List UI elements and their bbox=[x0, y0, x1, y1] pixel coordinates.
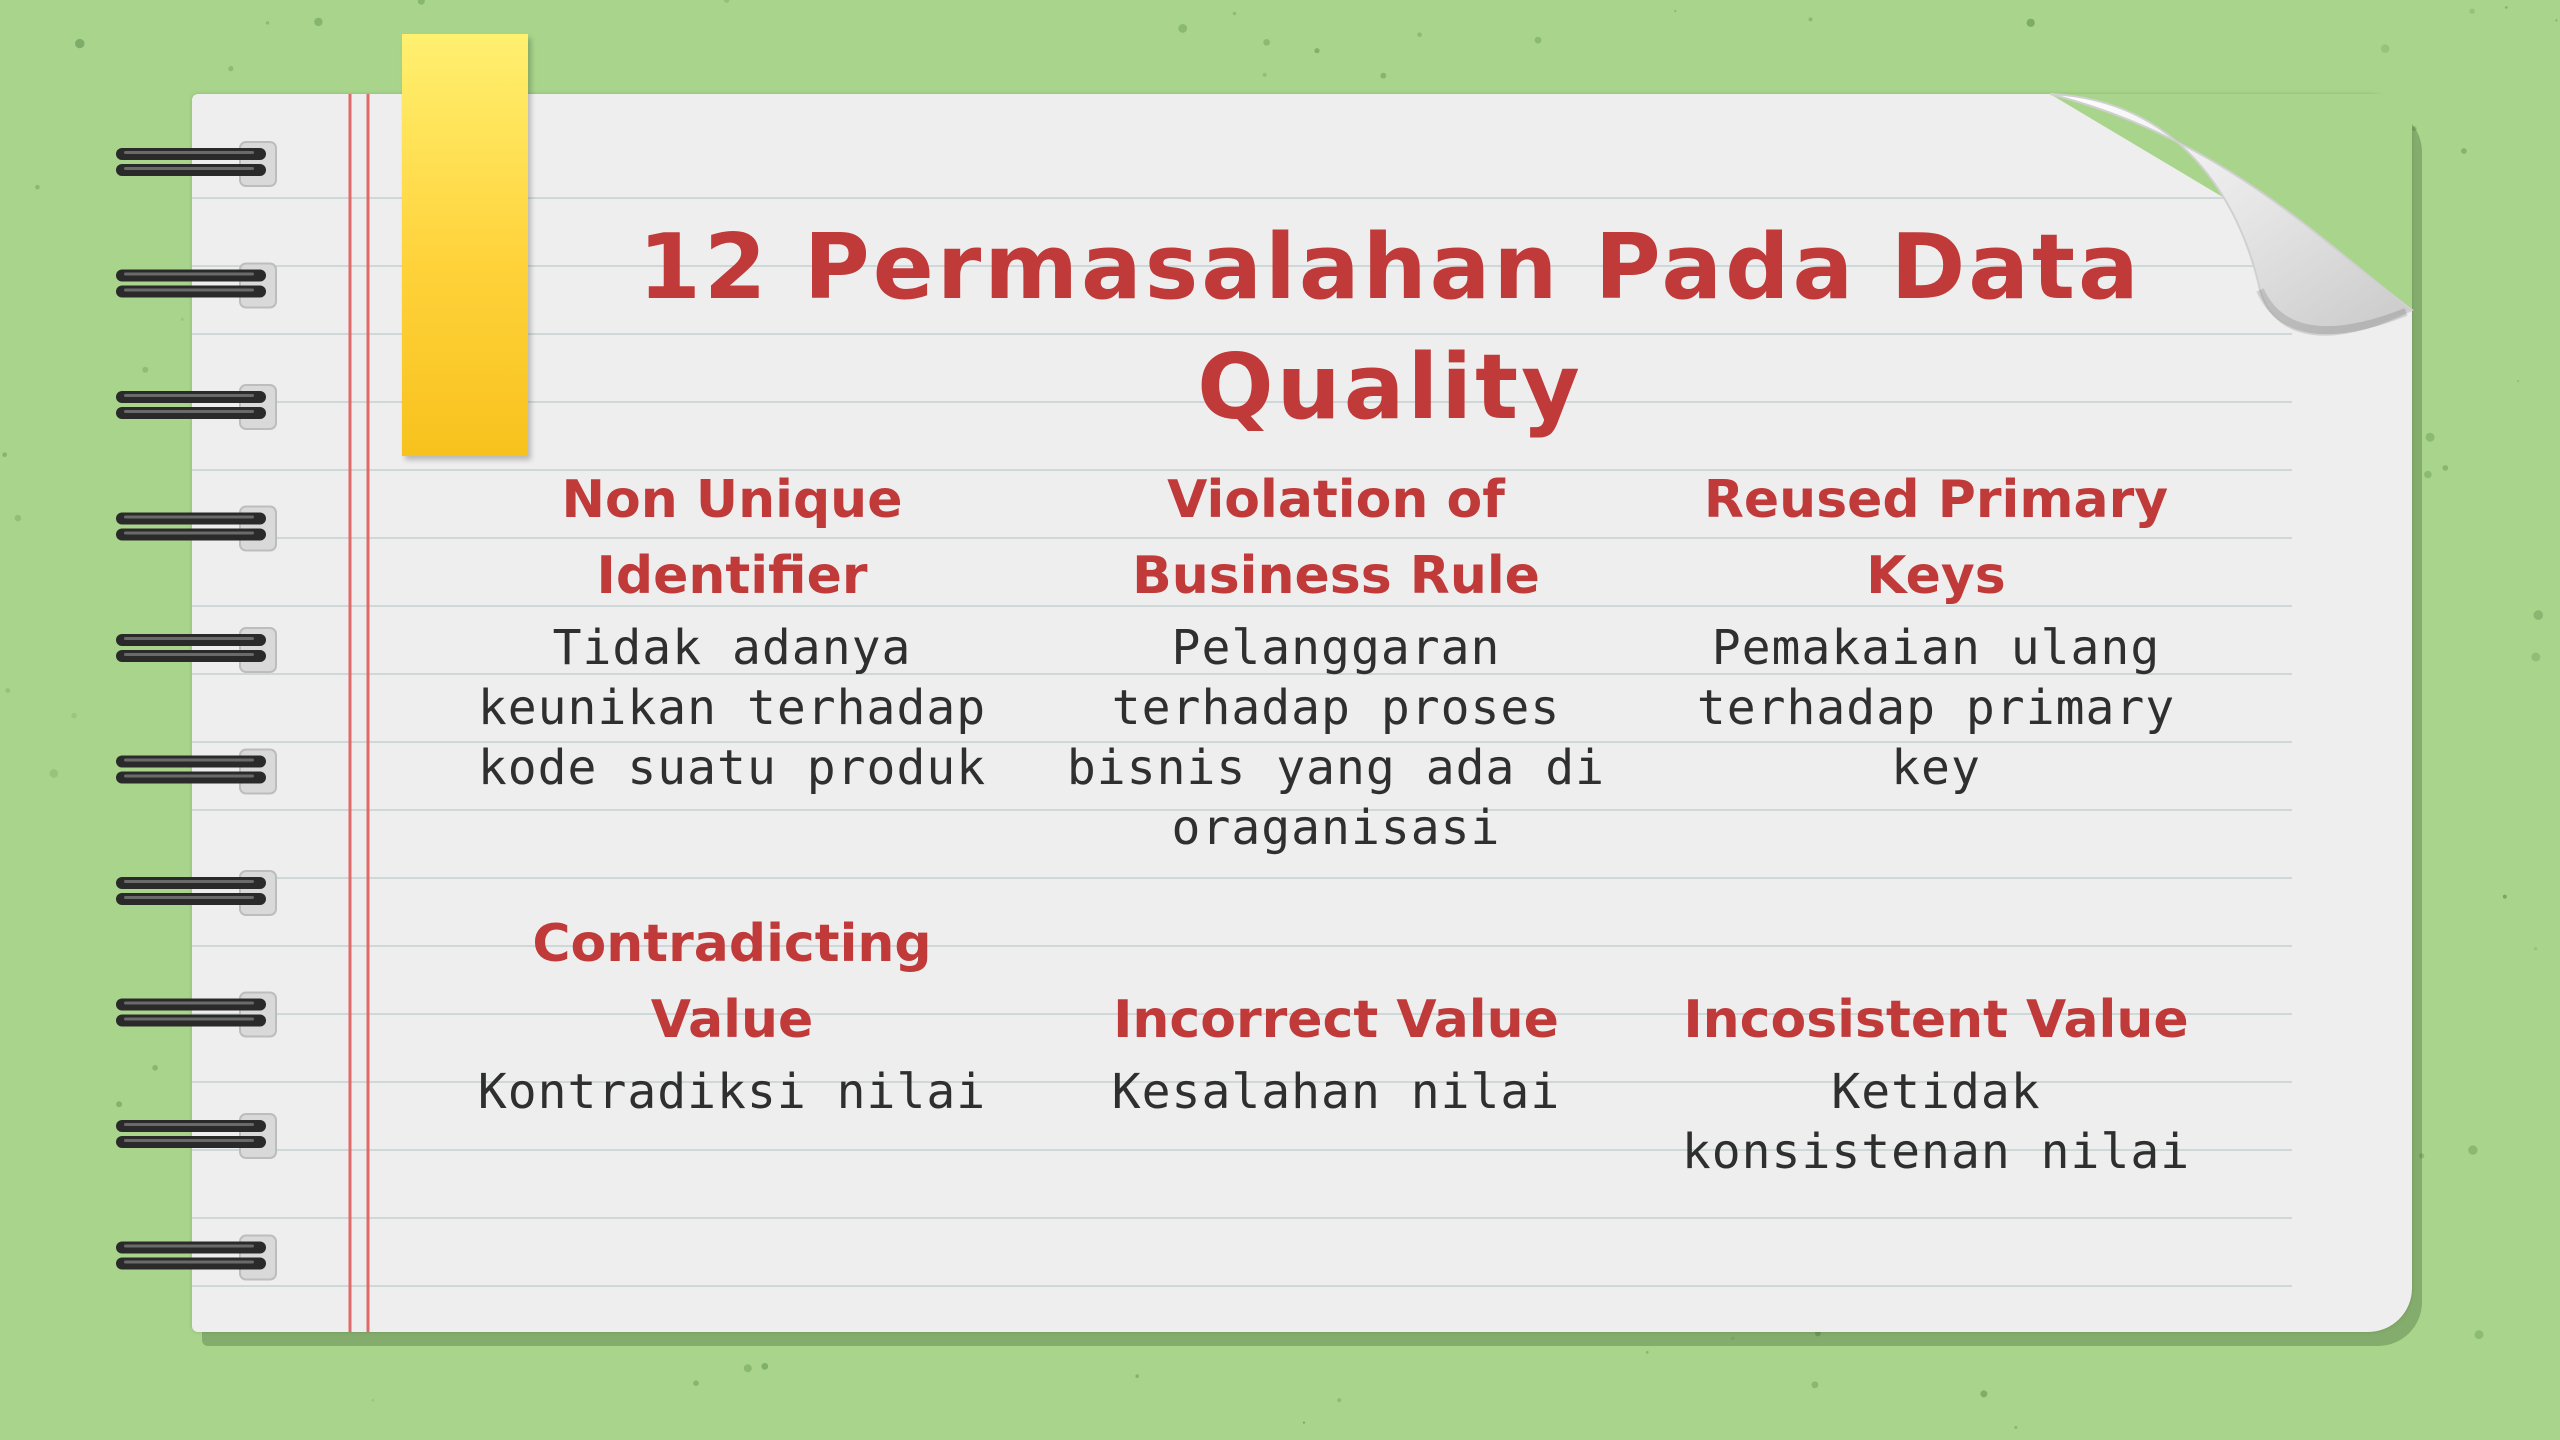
speckle bbox=[1980, 1390, 1987, 1397]
speckle bbox=[1263, 73, 1267, 77]
spiral-binding bbox=[112, 130, 292, 1290]
speckle bbox=[2475, 1330, 2484, 1339]
speckle bbox=[2534, 947, 2537, 950]
speckle bbox=[1646, 1351, 1649, 1354]
speckle bbox=[2531, 653, 2540, 662]
item-description: Pemakaian ulang terhadap primary key bbox=[1696, 620, 2176, 796]
speckle bbox=[1674, 10, 1676, 12]
speckle bbox=[2424, 471, 2432, 479]
speckle bbox=[2468, 1145, 2477, 1154]
speckle bbox=[2, 452, 7, 457]
speckle bbox=[2419, 1153, 2424, 1158]
speckle bbox=[50, 769, 59, 778]
speckle bbox=[228, 66, 233, 71]
speckle bbox=[1233, 12, 1236, 15]
speckle bbox=[2443, 465, 2449, 471]
spiral-ring bbox=[116, 142, 276, 186]
item-title: Reused Primary Keys bbox=[1703, 470, 2169, 606]
item-description: Kontradiksi nilai bbox=[477, 1064, 987, 1120]
item-title: Violation of Business Rule bbox=[1132, 470, 1540, 606]
item-description: Pelanggaran terhadap proses bisnis yang ada di oraganisasi bbox=[1066, 620, 1606, 856]
speckle bbox=[71, 713, 77, 719]
spiral-ring bbox=[116, 1114, 276, 1158]
spiral-ring bbox=[116, 871, 276, 915]
speckle bbox=[1337, 1398, 1341, 1402]
speckle bbox=[2014, 1426, 2017, 1429]
speckle bbox=[1809, 17, 1813, 21]
item-violation-of-business-rule bbox=[1056, 462, 1616, 858]
speckle bbox=[761, 1363, 768, 1370]
speckle bbox=[1263, 39, 1270, 46]
item-non-unique-identifier bbox=[452, 462, 1012, 798]
speckle bbox=[15, 515, 22, 522]
speckle bbox=[266, 21, 269, 24]
speckle bbox=[2426, 433, 2435, 442]
speckle bbox=[35, 185, 40, 190]
spiral-ring bbox=[116, 507, 276, 551]
item-incorrect-value bbox=[1056, 982, 1616, 1122]
speckle bbox=[2503, 895, 2507, 899]
spiral-ring bbox=[116, 628, 276, 672]
speckle bbox=[2461, 148, 2467, 154]
item-description: Tidak adanya keunikan terhadap kode suatu produk bbox=[477, 620, 987, 796]
page-title: 12 Permasalahan Pada Data Quality bbox=[638, 215, 2142, 440]
speckle bbox=[693, 1380, 699, 1386]
spiral-ring bbox=[116, 1236, 276, 1280]
speckle bbox=[1535, 37, 1542, 44]
item-description: Ketidak konsistenan nilai bbox=[1681, 1064, 2191, 1180]
speckle bbox=[1417, 32, 1422, 37]
speckle bbox=[2469, 9, 2474, 14]
spiral-ring bbox=[116, 750, 276, 794]
speckle bbox=[724, 0, 730, 3]
speckle bbox=[314, 18, 322, 26]
speckle bbox=[2027, 19, 2035, 27]
speckle bbox=[1314, 48, 1319, 53]
item-title: Incosistent Value bbox=[1683, 990, 2189, 1050]
speckle bbox=[1135, 1374, 1139, 1378]
speckle bbox=[1731, 1337, 1734, 1340]
speckle bbox=[5, 688, 10, 693]
item-title: Non Unique Identifier bbox=[561, 470, 903, 606]
sticky-note bbox=[402, 34, 528, 456]
speckle bbox=[2381, 44, 2390, 53]
speckle bbox=[75, 39, 84, 48]
item-reused-primary-keys bbox=[1656, 462, 2216, 798]
speckle bbox=[744, 1364, 752, 1372]
item-contradicting-value bbox=[452, 906, 1012, 1122]
item-description: Kesalahan nilai bbox=[1111, 1064, 1561, 1120]
item-incosistent-value bbox=[1656, 982, 2216, 1182]
speckle bbox=[1380, 73, 1386, 79]
speckle bbox=[1812, 1381, 1819, 1388]
speckle bbox=[372, 1399, 375, 1402]
speckle bbox=[2505, 6, 2508, 9]
spiral-ring bbox=[116, 385, 276, 429]
speckle bbox=[418, 0, 425, 5]
speckle bbox=[2517, 380, 2519, 382]
item-title: Incorrect Value bbox=[1113, 990, 1559, 1050]
speckle bbox=[2534, 610, 2544, 620]
speckle bbox=[2555, 19, 2557, 21]
spiral-ring bbox=[116, 264, 276, 308]
spiral-ring bbox=[116, 993, 276, 1037]
item-title: Contradicting Value bbox=[532, 914, 932, 1050]
speckle bbox=[1178, 24, 1187, 33]
speckle bbox=[1303, 1422, 1305, 1424]
